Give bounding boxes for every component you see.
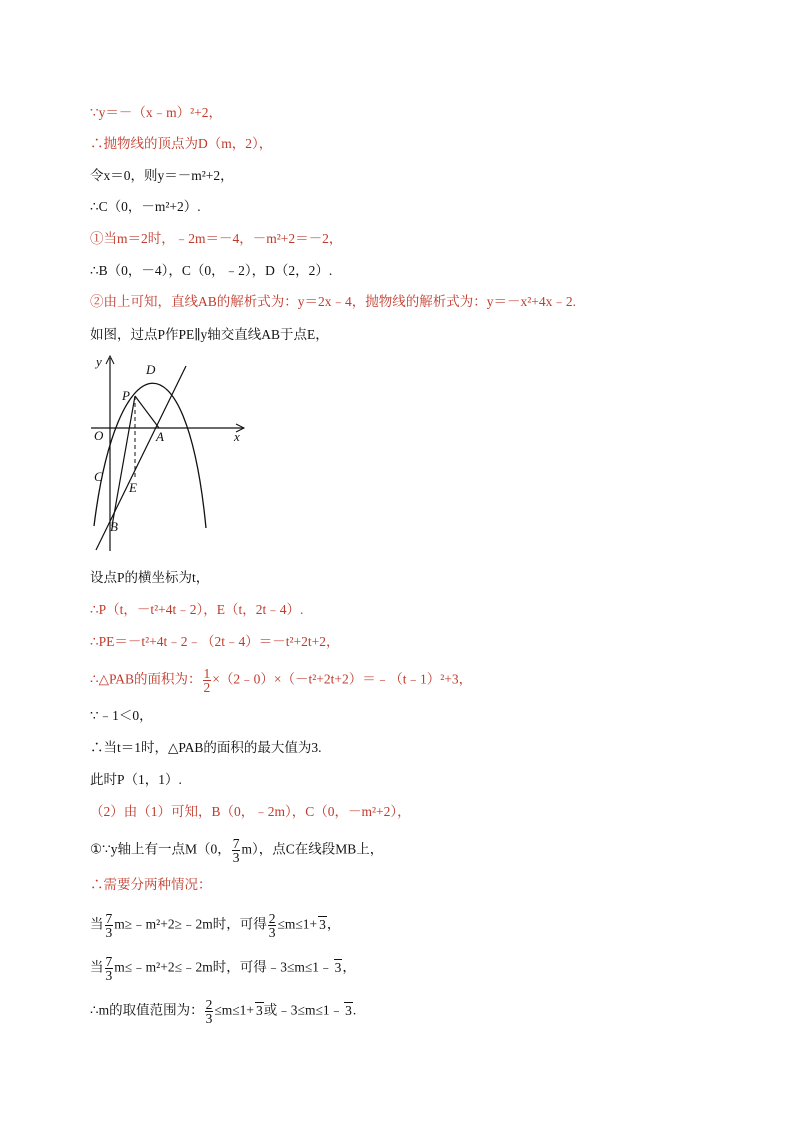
label-B: B — [110, 519, 118, 534]
line-21: ∴m的取值范围为： $\frac{2}{3}$ ≤m≤1+ 3或﹣3≤m≤1﹣ 3. — [90, 997, 357, 1026]
line-4: ∴C（0，－m²+2）. — [90, 199, 201, 214]
label-O: O — [94, 428, 104, 443]
line-13: ∵﹣1＜0， — [90, 708, 153, 723]
line-5: ①当m＝2时，﹣2m＝－4，－m²+2＝－2， — [90, 231, 343, 246]
area-expression: ×（2﹣0）×（－t²+2t+2）＝﹣（t﹣1）²+3， — [212, 671, 473, 687]
line-6: ∴B（0，－4），C（0，﹣2），D（2，2）. — [90, 263, 333, 278]
area-prefix: ∴△PAB的面积为： — [90, 671, 202, 687]
label-C: C — [94, 469, 103, 484]
fraction-seven-thirds: $\frac{7}{3}$ — [232, 836, 240, 865]
label-P: P — [122, 388, 130, 403]
fraction-half: $\frac{1}{2}$ — [203, 666, 211, 695]
line-PA — [135, 396, 159, 428]
line-19: 当 $\frac{7}{3}$ m≥﹣m²+2≥﹣2m时，可得 $\frac{2}{3}$ ≤m≤1+ 3， — [90, 911, 341, 940]
line-16: （2）由（1）可知，B（0，﹣2m），C（0，－m²+2）， — [90, 804, 411, 819]
line-7: ②由上可知，直线AB的解析式为：y＝2x﹣4，抛物线的解析式为：y＝－x²+4x﹣2. — [90, 294, 577, 309]
line-8: 如图，过点P作PE∥y轴交直线AB于点E， — [90, 327, 329, 342]
line-14: ∴当t＝1时，△PAB的面积的最大值为3. — [90, 740, 322, 755]
line-10: ∴P（t，－t²+4t﹣2），E（t，2t﹣4）. — [90, 602, 304, 617]
line-9: 设点P的横坐标为t， — [90, 570, 210, 585]
sqrt-3: 3 — [319, 916, 326, 932]
line-2: ∴抛物线的顶点为D（m，2）， — [90, 136, 273, 151]
line-17: ①∵y轴上有一点M（0， $\frac{7}{3}$ m），点C在线段MB上， — [90, 836, 384, 865]
label-x: x — [234, 429, 240, 444]
line-11: ∴PE＝－t²+4t﹣2﹣（2t﹣4）＝－t²+2t+2， — [90, 634, 340, 649]
line-1: ∵y＝－（x﹣m）²+2， — [90, 105, 223, 120]
line-18: ∴需要分两种情况： — [90, 877, 212, 892]
label-y: y — [96, 354, 102, 369]
line-3: 令x＝0，则y＝－m²+2， — [90, 168, 234, 183]
parabola-figure — [86, 348, 256, 558]
label-D: D — [146, 362, 156, 377]
parabola-curve — [94, 383, 206, 528]
line-PB — [112, 396, 135, 526]
line-15: 此时P（1，1）. — [90, 772, 182, 787]
line-20: 当 $\frac{7}{3}$ m≤﹣m²+2≤﹣2m时，可得﹣3≤m≤1﹣ 3， — [90, 954, 356, 983]
label-A: A — [156, 429, 164, 444]
label-E: E — [129, 480, 137, 495]
line-12 — [90, 667, 472, 694]
